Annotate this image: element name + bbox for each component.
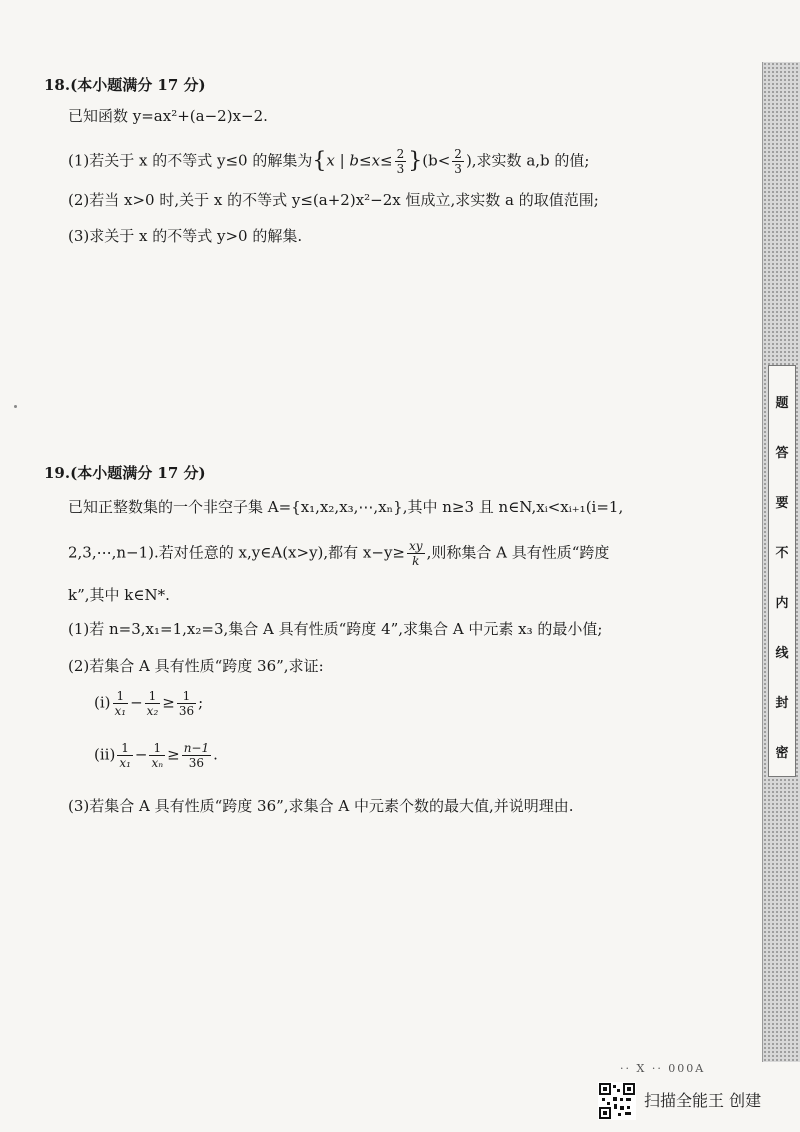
q19-heading: 19.(本小题满分 17 分) — [44, 464, 206, 482]
q18-part1-cond: (b< — [422, 151, 451, 170]
q18-part1: (1)若关于 x 的不等式 y≤0 的解集为{x | b≤x≤ $\frac{2}{3}$ }(b< $\frac{2}{3}$ ),求实数 a,b 的值; — [68, 147, 590, 176]
scan-speck — [14, 405, 17, 408]
q19-part1: (1)若 n=3,x₁=1,x₂=3,集合 A 具有性质“跨度 4”,求集合 A 中元素 x₃ 的最小值; — [68, 620, 603, 638]
q19-stem-line2: 2,3,⋯,n−1).若对任意的 x,y∈A(x>y),都有 x−y≥ $\frac{xy}{k}$ ,则称集合 A 具有性质“跨度 — [68, 539, 610, 568]
q19-part2-i: (ⅰ) $\frac{1}{\text{x₁}}$ − $\frac{1}{\text{x₂}}$ ≥ $\frac{1}{36}$ ; — [94, 689, 204, 718]
sidebar-char-3: 要 — [775, 496, 789, 511]
q19-part3: (3)若集合 A 具有性质“跨度 36”,求集合 A 中元素个数的最大值,并说明理由. — [68, 797, 574, 815]
q18-part2: (2)若当 x>0 时,关于 x 的不等式 y≤(a+2)x²−2x 恒成立,求实数 a 的取值范围; — [68, 191, 599, 209]
q19-part2-ii: (ⅱ) $\frac{1}{\text{x₁}}$ − $\frac{1}{\text{xₙ}}$ ≥ $\frac{n-1}{36}$ . — [94, 741, 218, 770]
paper-code: ·· X ·· 000A — [620, 1062, 706, 1075]
sidebar-char-8: 密 — [775, 746, 789, 761]
sidebar-char-7: 封 — [775, 696, 789, 711]
sidebar-char-4: 不 — [775, 546, 789, 561]
q19-stem-line1: 已知正整数集的一个非空子集 A={x₁,x₂,x₃,⋯,xₙ},其中 n≥3 且 n∈N,xᵢ<xᵢ₊₁(i=1, — [68, 498, 624, 516]
binding-notice-box — [768, 365, 796, 777]
q18-part3: (3)求关于 x 的不等式 y>0 的解集. — [68, 227, 303, 245]
q19-part2: (2)若集合 A 具有性质“跨度 36”,求证: — [68, 657, 324, 675]
q18-part1-tail: ),求实数 a,b 的值; — [465, 151, 590, 170]
sidebar-char-5: 内 — [775, 596, 789, 611]
sidebar-char-1: 题 — [775, 396, 789, 411]
q18-part1-frac: $\frac{2}{3}$ — [396, 147, 405, 176]
q19-stem-line3: k”,其中 k∈N*. — [68, 586, 170, 604]
q18-stem: 已知函数 y=ax²+(a−2)x−2. — [68, 107, 268, 125]
q18-part1-text: (1)若关于 x 的不等式 y≤0 的解集为 — [68, 151, 313, 170]
qr-code-icon — [598, 1082, 636, 1120]
scanner-watermark: 扫描全能王 创建 — [644, 1091, 762, 1110]
q19-stem-frac: $\frac{xy}{k}$ — [409, 539, 423, 568]
q18-heading: 18.(本小题满分 17 分) — [44, 76, 206, 94]
sidebar-char-6: 线 — [775, 646, 789, 661]
q18-part1-cond-frac: $\frac{2}{3}$ — [454, 147, 462, 176]
sidebar-char-2: 答 — [775, 446, 789, 461]
q18-part1-set: x | b≤x≤ — [326, 151, 393, 170]
